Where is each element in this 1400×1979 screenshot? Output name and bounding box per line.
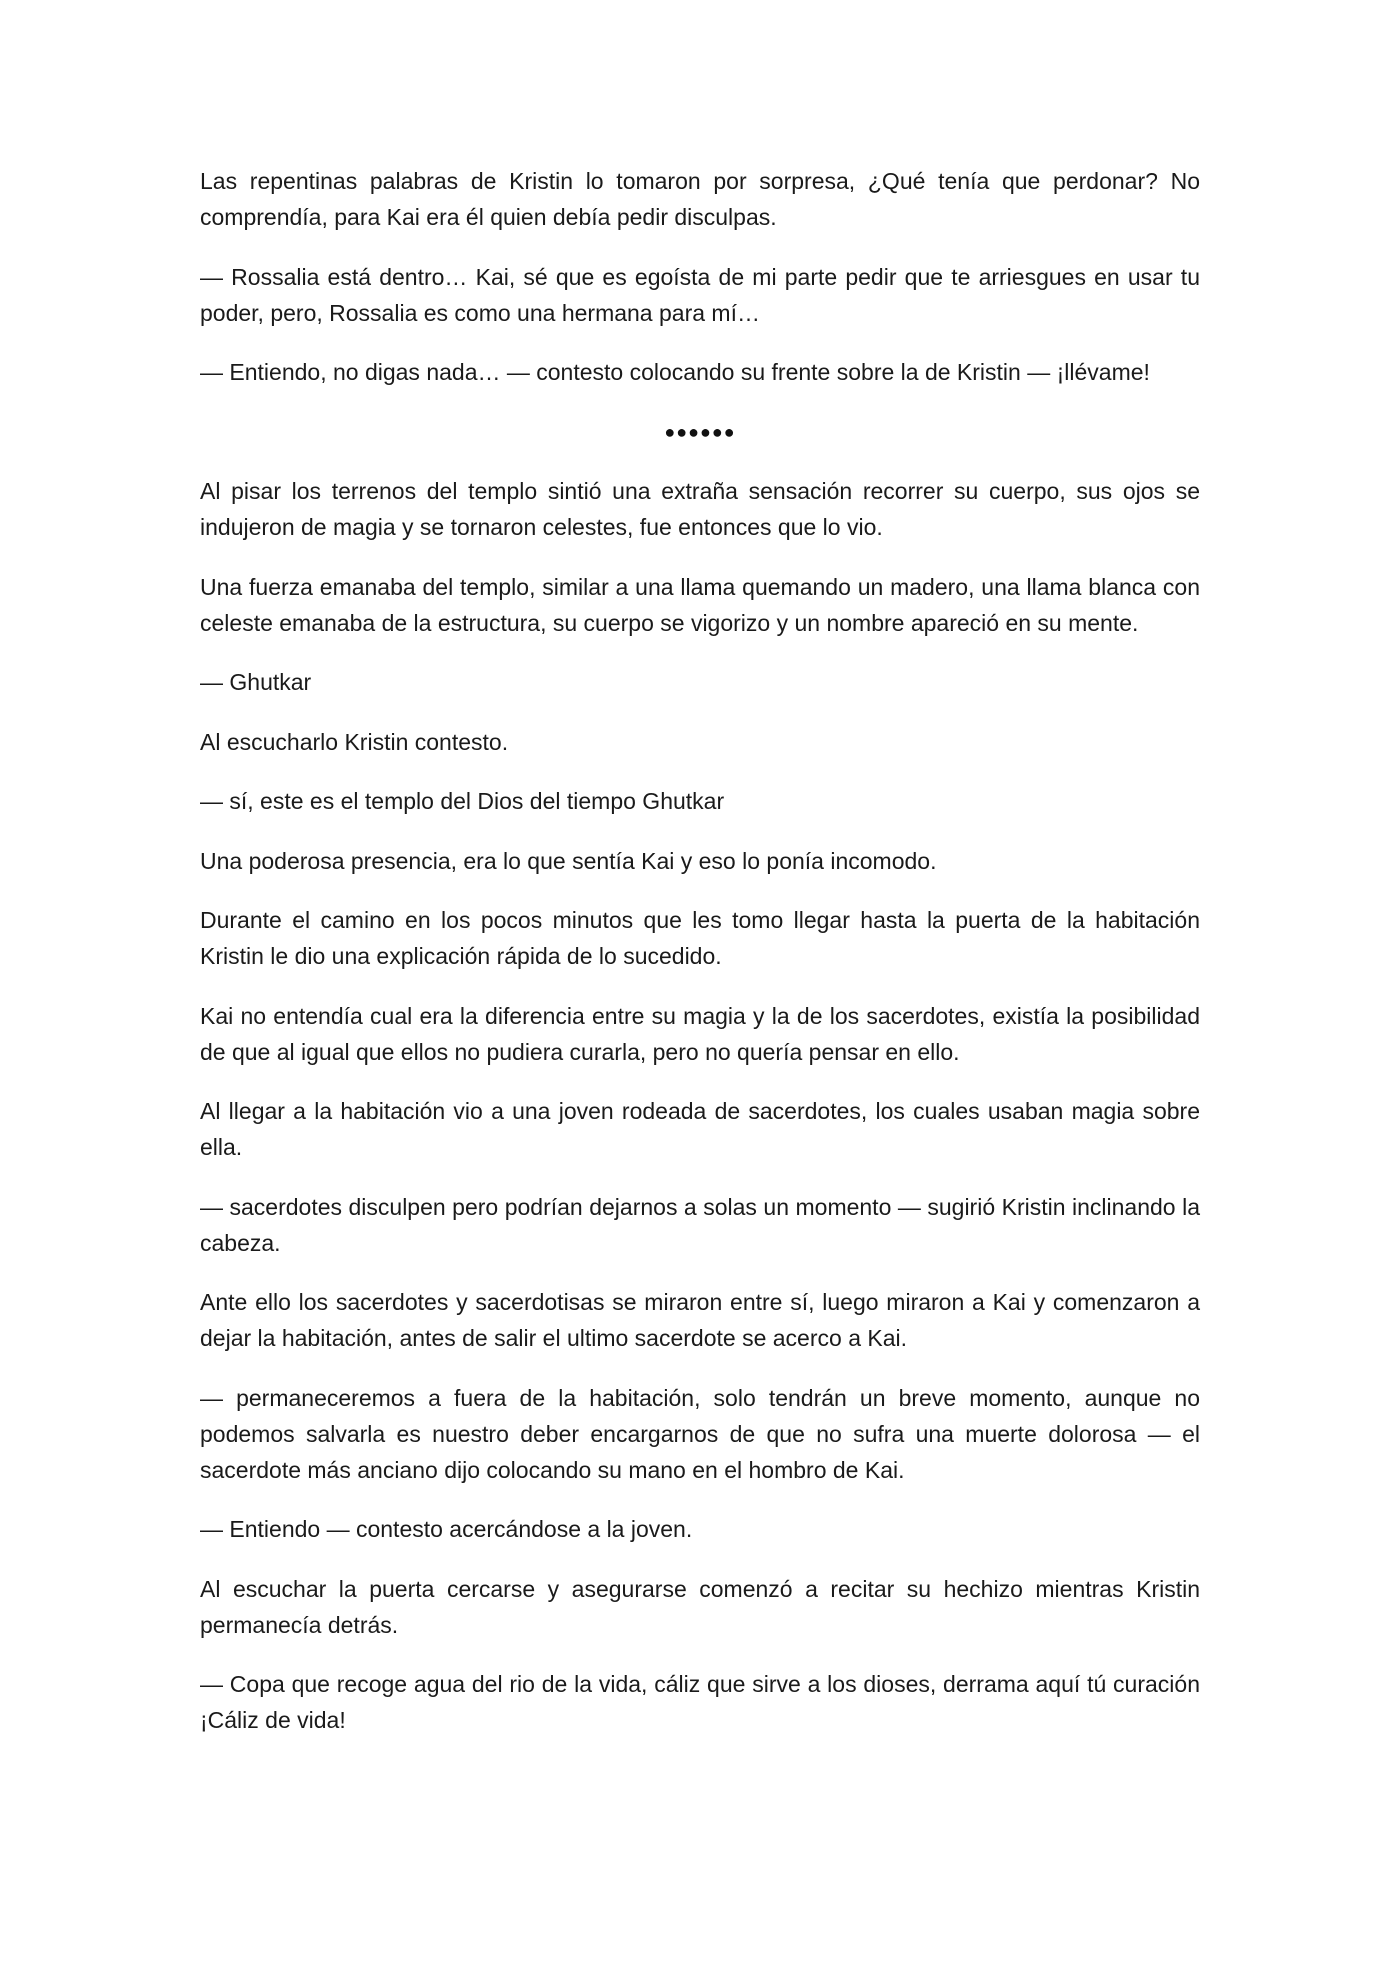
paragraph: — Copa que recoge agua del rio de la vida, cáliz que sirve a los dioses, derrama aquí tú curación ¡Cáliz de vida! [200,1671,1200,1733]
paragraph: — Rossalia está dentro… Kai, sé que es egoísta de mi parte pedir que te arriesgues en usar tu poder, pero, Rossalia es como una hermana para mí… [200,263,1200,326]
document-page [200,163,1200,1762]
paragraph: Al escuchar la puerta cercarse y asegurarse comenzó a recitar su hechizo mientras Kristin permanecía detrás. [200,1575,1200,1638]
paragraph: Kai no entendía cual era la diferencia entre su magia y la de los sacerdotes, existía la posibilidad de que al igual que ellos no pudiera curarla, pero no quería pensar en ello. [200,1002,1200,1065]
paragraph: — permaneceremos a fuera de la habitación, solo tendrán un breve momento, aunque no podemos salvarla es nuestro deber encargarnos de que no sufra una muerte dolorosa — el sacerdote más anciano dijo colocando su mano en el hombro de Kai. [200,1384,1200,1483]
paragraph: — Entiendo — contesto acercándose a la joven. [200,1516,693,1542]
paragraph: Al pisar los terrenos del templo sintió una extraña sensación recorrer su cuerpo, sus ojos se indujeron de magia y se tornaron celestes, fue entonces que lo vio. [200,478,1200,540]
paragraph: Ante ello los sacerdotes y sacerdotisas se miraron entre sí, luego miraron a Kai y comenzaron a dejar la habitación, antes de salir el ultimo sacerdote se acerco a Kai. [200,1289,1200,1351]
paragraph: — sacerdotes disculpen pero podrían dejarnos a solas un momento — sugirió Kristin inclinando la cabeza. [200,1193,1200,1256]
paragraph: Una poderosa presencia, era lo que sentía Kai y eso lo ponía incomodo. [200,847,937,874]
paragraph: Al llegar a la habitación vio a una joven rodeada de sacerdotes, los cuales usaban magia sobre ella. [200,1098,1200,1160]
paragraph: — Ghutkar [200,669,312,695]
paragraph: — Entiendo, no digas nada… — contesto colocando su frente sobre la de Kristin — ¡llévame! [200,359,1150,385]
paragraph: Una fuerza emanaba del templo, similar a una llama quemando un madero, una llama blanca con celeste emanaba de la estructura, su cuerpo se vigorizo y un nombre apareció en su mente. [200,573,1200,636]
paragraph: — sí, este es el templo del Dios del tiempo Ghutkar [200,788,725,814]
section-separator: ●●●●●● [664,421,736,442]
paragraph: Durante el camino en los pocos minutos que les tomo llegar hasta la puerta de la habitación Kristin le dio una explicación rápida de lo sucedido. [200,907,1200,969]
paragraph: Al escucharlo Kristin contesto. [200,728,509,755]
paragraph: Las repentinas palabras de Kristin lo tomaron por sorpresa, ¿Qué tenía que perdonar? No comprendía, para Kai era él quien debía pedir disculpas. [200,168,1200,230]
